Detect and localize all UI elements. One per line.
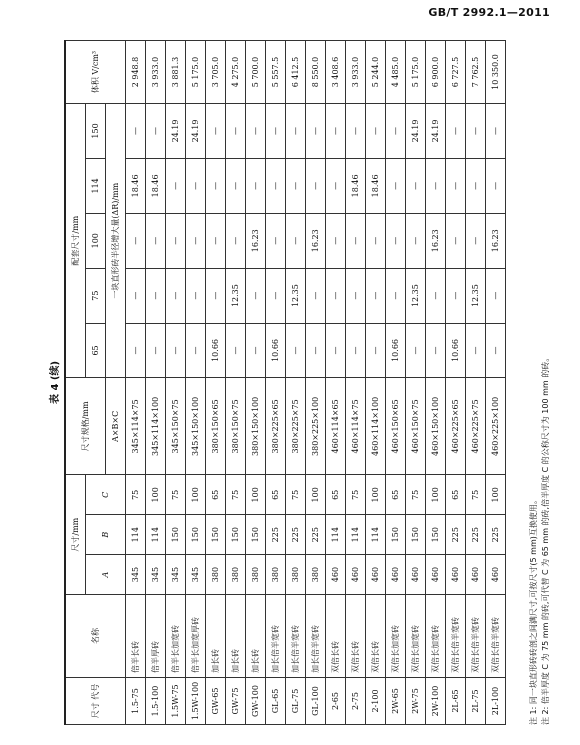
cell-name: 双倍长加宽砖 — [406, 595, 426, 678]
cell-b: 114 — [146, 515, 166, 555]
cell-mating: — — [146, 323, 166, 378]
cell-mating: — — [186, 213, 206, 268]
table-row — [366, 41, 386, 725]
cell-spec: 380×150×100 — [246, 378, 266, 475]
cell-mating: — — [326, 213, 346, 268]
cell-mating: — — [126, 104, 146, 159]
col-m100: 100 — [86, 213, 106, 268]
cell-b: 225 — [486, 515, 506, 555]
cell-mating: — — [206, 268, 226, 323]
col-name: 名称 — [65, 595, 126, 678]
cell-mating: — — [346, 268, 366, 323]
cell-mating: — — [426, 323, 446, 378]
cell-mating: 16.23 — [426, 213, 446, 268]
cell-spec: 380×225×75 — [286, 378, 306, 475]
cell-mating: — — [366, 104, 386, 159]
table-row — [406, 41, 426, 725]
cell-a: 380 — [206, 555, 226, 595]
cell-name: 倍半厚砖 — [146, 595, 166, 678]
cell-spec: 345×150×75 — [166, 378, 186, 475]
cell-mating: — — [186, 268, 206, 323]
cell-mating: — — [346, 104, 366, 159]
cell-a: 345 — [146, 555, 166, 595]
table-notes — [528, 354, 552, 725]
cell-mating: — — [346, 323, 366, 378]
col-a: A — [86, 555, 126, 595]
cell-name: 倍半长加宽砖 — [166, 595, 186, 678]
cell-volume: 3 408.6 — [326, 41, 346, 104]
cell-mating: — — [146, 213, 166, 268]
cell-mating: 18.46 — [346, 158, 366, 213]
cell-spec: 460×225×75 — [466, 378, 486, 475]
cell-b: 114 — [126, 515, 146, 555]
col-mating-sub: 一块直形砖半径增大量(ΔR)/mm — [106, 104, 126, 378]
cell-volume: 5 244.0 — [366, 41, 386, 104]
table-landscape — [48, 40, 558, 725]
cell-c: 75 — [166, 475, 186, 515]
cell-mating: — — [186, 323, 206, 378]
cell-code: 2W-65 — [386, 678, 406, 725]
cell-mating: — — [306, 268, 326, 323]
col-m75: 75 — [86, 268, 106, 323]
table-row — [446, 41, 466, 725]
table-row — [486, 41, 506, 725]
cell-code: 2W-100 — [426, 678, 446, 725]
rotated-table-area — [48, 40, 578, 725]
cell-mating: — — [386, 213, 406, 268]
cell-name: 双倍长砖 — [346, 595, 366, 678]
cell-code: 2-65 — [326, 678, 346, 725]
cell-mating: — — [286, 323, 306, 378]
cell-mating: 16.23 — [486, 213, 506, 268]
cell-code: 2L-75 — [466, 678, 486, 725]
cell-mating: — — [206, 104, 226, 159]
cell-mating: — — [326, 158, 346, 213]
cell-mating: — — [486, 323, 506, 378]
cell-code: 2L-65 — [446, 678, 466, 725]
cell-mating: — — [246, 323, 266, 378]
cell-c: 100 — [146, 475, 166, 515]
col-spec-formula: A×B×C — [106, 378, 126, 475]
cell-mating: — — [126, 213, 146, 268]
cell-mating: — — [186, 158, 206, 213]
cell-a: 380 — [226, 555, 246, 595]
cell-a: 345 — [166, 555, 186, 595]
cell-name: 双倍长砖 — [366, 595, 386, 678]
cell-mating: — — [206, 158, 226, 213]
table-row — [466, 41, 486, 725]
cell-b: 114 — [366, 515, 386, 555]
table-row — [166, 41, 186, 725]
cell-spec: 460×150×100 — [426, 378, 446, 475]
cell-mating: 18.46 — [366, 158, 386, 213]
col-m114: 114 — [86, 158, 106, 213]
cell-name: 加长砖 — [206, 595, 226, 678]
cell-c: 65 — [206, 475, 226, 515]
table-row — [226, 41, 246, 725]
cell-mating: — — [446, 213, 466, 268]
cell-a: 460 — [326, 555, 346, 595]
cell-b: 150 — [166, 515, 186, 555]
cell-a: 380 — [246, 555, 266, 595]
cell-mating: — — [126, 323, 146, 378]
cell-mating: — — [226, 323, 246, 378]
cell-volume: 4 485.0 — [386, 41, 406, 104]
brick-size-table — [64, 40, 506, 725]
cell-b: 225 — [466, 515, 486, 555]
cell-mating: — — [286, 213, 306, 268]
cell-volume: 5 557.5 — [266, 41, 286, 104]
cell-a: 345 — [126, 555, 146, 595]
cell-mating: — — [446, 268, 466, 323]
cell-a: 460 — [426, 555, 446, 595]
cell-b: 225 — [286, 515, 306, 555]
table-row — [246, 41, 266, 725]
cell-name: 双倍长砖 — [326, 595, 346, 678]
cell-mating: — — [406, 213, 426, 268]
cell-mating: — — [266, 268, 286, 323]
cell-spec: 380×150×65 — [206, 378, 226, 475]
cell-mating: — — [366, 213, 386, 268]
cell-name: 倍半长砖 — [126, 595, 146, 678]
table-row — [266, 41, 286, 725]
cell-mating: — — [286, 104, 306, 159]
cell-mating: — — [286, 158, 306, 213]
cell-mating: — — [426, 158, 446, 213]
cell-b: 150 — [426, 515, 446, 555]
cell-b: 150 — [246, 515, 266, 555]
cell-volume: 3 933.0 — [346, 41, 366, 104]
cell-b: 114 — [326, 515, 346, 555]
cell-a: 345 — [186, 555, 206, 595]
cell-mating: 16.23 — [306, 213, 326, 268]
cell-spec: 460×114×100 — [366, 378, 386, 475]
cell-volume: 5 175.0 — [186, 41, 206, 104]
cell-volume: 5 175.0 — [406, 41, 426, 104]
cell-volume: 5 700.0 — [246, 41, 266, 104]
cell-mating: — — [166, 268, 186, 323]
cell-name: 加长砖 — [246, 595, 266, 678]
cell-name: 倍半长加宽厚砖 — [186, 595, 206, 678]
cell-name: 双倍长加宽砖 — [426, 595, 446, 678]
col-c: C — [86, 475, 126, 515]
cell-mating: — — [466, 158, 486, 213]
cell-a: 460 — [366, 555, 386, 595]
cell-c: 100 — [366, 475, 386, 515]
cell-code: GW-75 — [226, 678, 246, 725]
cell-c: 100 — [246, 475, 266, 515]
cell-b: 225 — [446, 515, 466, 555]
cell-code: GW-100 — [246, 678, 266, 725]
cell-spec: 460×150×75 — [406, 378, 426, 475]
cell-spec: 345×114×100 — [146, 378, 166, 475]
cell-c: 75 — [406, 475, 426, 515]
cell-code: 1.5-100 — [146, 678, 166, 725]
cell-code: 2L-100 — [486, 678, 506, 725]
cell-c: 100 — [306, 475, 326, 515]
cell-mating: — — [406, 323, 426, 378]
cell-code: 2-100 — [366, 678, 386, 725]
cell-mating: — — [326, 268, 346, 323]
cell-mating: — — [366, 323, 386, 378]
cell-mating: — — [266, 213, 286, 268]
table-row — [286, 41, 306, 725]
cell-mating: — — [326, 323, 346, 378]
cell-b: 150 — [186, 515, 206, 555]
cell-mating: — — [306, 158, 326, 213]
cell-a: 380 — [306, 555, 326, 595]
cell-b: 150 — [406, 515, 426, 555]
note-2: 注 2: 倍半厚度 C 为 75 mm 的砖,可代替 C 为 65 mm 的砖,倍半厚度 C 的公称尺寸为 100 mm 的砖。 — [541, 353, 550, 725]
cell-name: 加长砖 — [226, 595, 246, 678]
col-dims: 尺寸/mm — [65, 475, 86, 595]
table-row — [186, 41, 206, 725]
cell-b: 150 — [226, 515, 246, 555]
cell-code: 1.5W-75 — [166, 678, 186, 725]
col-spec: 尺寸规格/mm — [65, 378, 106, 475]
cell-mating: — — [406, 158, 426, 213]
cell-mating: — — [346, 213, 366, 268]
cell-a: 380 — [286, 555, 306, 595]
cell-c: 65 — [446, 475, 466, 515]
cell-mating: — — [166, 213, 186, 268]
col-volume: 体积 V/cm³ — [65, 41, 126, 104]
cell-name: 加长倍半宽砖 — [286, 595, 306, 678]
cell-spec: 380×225×100 — [306, 378, 326, 475]
cell-code: GL-65 — [266, 678, 286, 725]
cell-mating: — — [246, 158, 266, 213]
cell-mating: — — [246, 104, 266, 159]
cell-mating: — — [206, 213, 226, 268]
cell-mating: 12.35 — [406, 268, 426, 323]
cell-mating: — — [226, 213, 246, 268]
cell-mating: 24.19 — [426, 104, 446, 159]
cell-mating: — — [146, 104, 166, 159]
cell-volume: 10 350.0 — [486, 41, 506, 104]
cell-spec: 460×114×65 — [326, 378, 346, 475]
cell-a: 460 — [446, 555, 466, 595]
cell-c: 100 — [426, 475, 446, 515]
cell-mating: 16.23 — [246, 213, 266, 268]
cell-b: 225 — [306, 515, 326, 555]
cell-a: 460 — [466, 555, 486, 595]
cell-mating: — — [166, 158, 186, 213]
cell-mating: — — [386, 158, 406, 213]
cell-mating: 24.19 — [186, 104, 206, 159]
cell-b: 225 — [266, 515, 286, 555]
cell-mating: — — [446, 158, 466, 213]
cell-name: 双倍长加宽砖 — [386, 595, 406, 678]
cell-mating: 10.66 — [266, 323, 286, 378]
table-row — [346, 41, 366, 725]
cell-name: 加长倍半宽砖 — [266, 595, 286, 678]
cell-c: 75 — [126, 475, 146, 515]
cell-volume: 6 900.0 — [426, 41, 446, 104]
cell-a: 380 — [266, 555, 286, 595]
cell-volume: 3 933.0 — [146, 41, 166, 104]
cell-mating: 12.35 — [466, 268, 486, 323]
cell-volume: 6 727.5 — [446, 41, 466, 104]
col-b: B — [86, 515, 126, 555]
cell-b: 150 — [386, 515, 406, 555]
cell-mating: — — [246, 268, 266, 323]
table-row — [206, 41, 226, 725]
cell-c: 100 — [486, 475, 506, 515]
cell-mating: — — [486, 158, 506, 213]
table-row — [326, 41, 346, 725]
cell-mating: 18.46 — [126, 158, 146, 213]
cell-mating: — — [226, 104, 246, 159]
cell-mating: 24.19 — [406, 104, 426, 159]
col-size-code: 尺寸 代号 — [65, 678, 126, 725]
cell-mating: — — [466, 323, 486, 378]
cell-spec: 345×114×75 — [126, 378, 146, 475]
cell-code: GW-65 — [206, 678, 226, 725]
cell-mating: — — [266, 158, 286, 213]
cell-mating: 18.46 — [146, 158, 166, 213]
cell-mating: — — [146, 268, 166, 323]
cell-volume: 2 948.8 — [126, 41, 146, 104]
cell-spec: 380×225×65 — [266, 378, 286, 475]
cell-volume: 3 881.3 — [166, 41, 186, 104]
col-m65: 65 — [86, 323, 106, 378]
cell-spec: 345×150×100 — [186, 378, 206, 475]
cell-mating: 12.35 — [286, 268, 306, 323]
cell-spec: 460×225×65 — [446, 378, 466, 475]
cell-mating: — — [266, 104, 286, 159]
note-1: 注 1: 同一块直形砖砖剖之间满尺寸,可按尺寸(5 mm)互换使用。 — [529, 496, 538, 725]
cell-code: GL-100 — [306, 678, 326, 725]
cell-mating: 12.35 — [226, 268, 246, 323]
col-m150: 150 — [86, 104, 106, 159]
cell-spec: 380×150×75 — [226, 378, 246, 475]
cell-spec: 460×225×100 — [486, 378, 506, 475]
cell-mating: — — [466, 104, 486, 159]
table-row — [126, 41, 146, 725]
cell-spec: 460×150×65 — [386, 378, 406, 475]
cell-mating: — — [446, 104, 466, 159]
cell-mating: 10.66 — [386, 323, 406, 378]
cell-a: 460 — [486, 555, 506, 595]
cell-a: 460 — [386, 555, 406, 595]
cell-c: 65 — [326, 475, 346, 515]
cell-name: 双倍长倍半宽砖 — [466, 595, 486, 678]
table-row — [306, 41, 326, 725]
table-row — [146, 41, 166, 725]
cell-c: 75 — [226, 475, 246, 515]
cell-a: 460 — [406, 555, 426, 595]
cell-mating: 10.66 — [446, 323, 466, 378]
cell-mating: — — [126, 268, 146, 323]
standard-number: GB/T 2992.1—2011 — [428, 6, 550, 19]
cell-code: 1.5W-100 — [186, 678, 206, 725]
table-row — [426, 41, 446, 725]
table-row — [386, 41, 406, 725]
col-mating: 配套尺寸/mm — [65, 104, 86, 378]
cell-c: 65 — [386, 475, 406, 515]
cell-mating: — — [306, 323, 326, 378]
cell-mating: — — [426, 268, 446, 323]
cell-mating: — — [386, 268, 406, 323]
cell-mating: 10.66 — [206, 323, 226, 378]
cell-mating: — — [466, 213, 486, 268]
cell-volume: 3 705.0 — [206, 41, 226, 104]
table-title: 表 4 (续) — [50, 360, 61, 405]
cell-b: 114 — [346, 515, 366, 555]
cell-mating: — — [226, 158, 246, 213]
cell-mating: 24.19 — [166, 104, 186, 159]
cell-code: 1.5-75 — [126, 678, 146, 725]
cell-code: 2-75 — [346, 678, 366, 725]
cell-code: GL-75 — [286, 678, 306, 725]
cell-mating: — — [386, 104, 406, 159]
cell-mating: — — [326, 104, 346, 159]
cell-mating: — — [366, 268, 386, 323]
cell-c: 100 — [186, 475, 206, 515]
cell-mating: — — [486, 104, 506, 159]
cell-code: 2W-75 — [406, 678, 426, 725]
cell-name: 双倍长倍半宽砖 — [446, 595, 466, 678]
cell-volume: 8 550.0 — [306, 41, 326, 104]
cell-name: 加长倍半宽砖 — [306, 595, 326, 678]
cell-volume: 7 762.5 — [466, 41, 486, 104]
cell-c: 65 — [266, 475, 286, 515]
cell-volume: 4 275.0 — [226, 41, 246, 104]
cell-c: 75 — [346, 475, 366, 515]
cell-b: 150 — [206, 515, 226, 555]
cell-c: 75 — [466, 475, 486, 515]
cell-mating: — — [486, 268, 506, 323]
cell-volume: 6 412.5 — [286, 41, 306, 104]
cell-c: 75 — [286, 475, 306, 515]
cell-a: 460 — [346, 555, 366, 595]
cell-spec: 460×114×75 — [346, 378, 366, 475]
cell-mating: — — [166, 323, 186, 378]
cell-name: 双倍长倍半宽砖 — [486, 595, 506, 678]
cell-mating: — — [306, 104, 326, 159]
